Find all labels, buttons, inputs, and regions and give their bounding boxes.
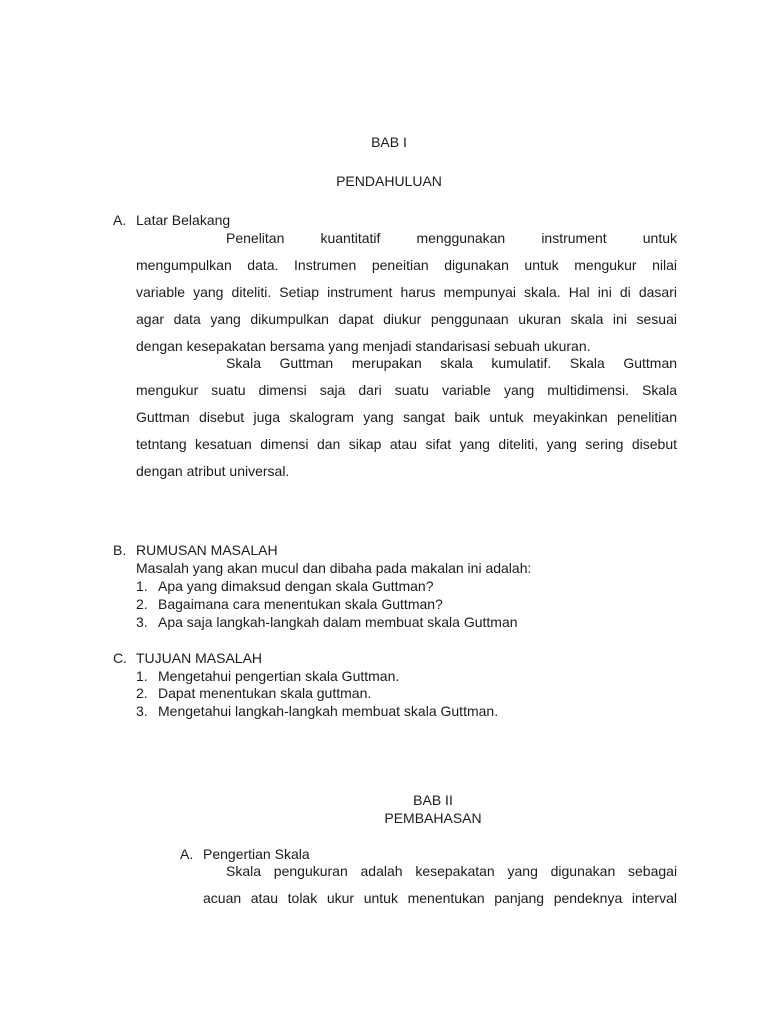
section-c-marker: C. [113, 650, 127, 666]
list-item: 3. [136, 614, 148, 630]
chapter-2-subtitle: PEMBAHASAN [384, 810, 482, 826]
chapter-title: BAB I [371, 134, 407, 150]
paragraph-1-line-2: mengumpulkan data. Instrumen peneitian digunakan untuk mengukur nilai [136, 257, 677, 273]
chapter-2-title: BAB II [413, 792, 453, 808]
paragraph-2-line-4: tetntang kesatuan dimensi dan sikap atau sifat yang diteliti, yang sering disebut [136, 436, 677, 452]
paragraph-2-line-1: Skala Guttman merupakan skala kumulatif. Skala Guttman [226, 355, 677, 371]
paragraph-1-line-5: dengan kesepakatan bersama yang menjadi standarisasi sebuah ukuran. [136, 338, 591, 354]
paragraph-2-line-3: Guttman disebut juga skalogram yang sangat baik untuk meyakinkan penelitian [136, 409, 677, 425]
list-item-text: Mengetahui pengertian skala Guttman. [158, 668, 400, 684]
chapter-subtitle: PENDAHULUAN [336, 173, 442, 189]
paragraph-1-line-3: variable yang diteliti. Setiap instrument harus mempunyai skala. Hal ini di dasari [136, 284, 677, 300]
bab2-section-a-marker: A. [180, 846, 194, 862]
bab2-paragraph-line-2: acuan atau tolak ukur untuk menentukan panjang pendeknya interval [203, 890, 677, 906]
section-b-intro: Masalah yang akan mucul dan dibaha pada makalan ini adalah: [136, 560, 532, 576]
paragraph-2-line-2: mengukur suatu dimensi saja dari suatu variable yang multidimensi. Skala [136, 382, 677, 398]
section-a-heading: Latar Belakang [136, 212, 231, 228]
list-item-text: Mengetahui langkah-langkah membuat skala Guttman. [158, 703, 499, 719]
section-b-heading: RUMUSAN MASALAH [136, 542, 278, 558]
section-c-heading: TUJUAN MASALAH [136, 650, 263, 666]
list-item-text: Dapat menentukan skala guttman. [158, 685, 372, 701]
list-item: 3. [136, 703, 148, 719]
list-item-text: Apa yang dimaksud dengan skala Guttman? [158, 578, 434, 594]
list-item: 2. [136, 685, 148, 701]
bab2-paragraph-line-1: Skala pengukuran adalah kesepakatan yang digunakan sebagai [226, 863, 677, 879]
section-b-marker: B. [113, 542, 127, 558]
section-a-marker: A. [113, 212, 127, 228]
list-item: 2. [136, 596, 148, 612]
list-item: 1. [136, 578, 148, 594]
list-item-text: Bagaimana cara menentukan skala Guttman? [158, 596, 443, 612]
list-item: 1. [136, 668, 148, 684]
list-item-text: Apa saja langkah-langkah dalam membuat skala Guttman [158, 614, 518, 630]
paragraph-1-line-1: Penelitan kuantitatif menggunakan instrument untuk [226, 230, 677, 246]
paragraph-2-line-5: dengan atribut universal. [136, 463, 290, 479]
paragraph-1-line-4: agar data yang dikumpulkan dapat diukur penggunaan ukuran skala ini sesuai [136, 311, 677, 327]
bab2-section-a-heading: Pengertian Skala [203, 846, 310, 862]
